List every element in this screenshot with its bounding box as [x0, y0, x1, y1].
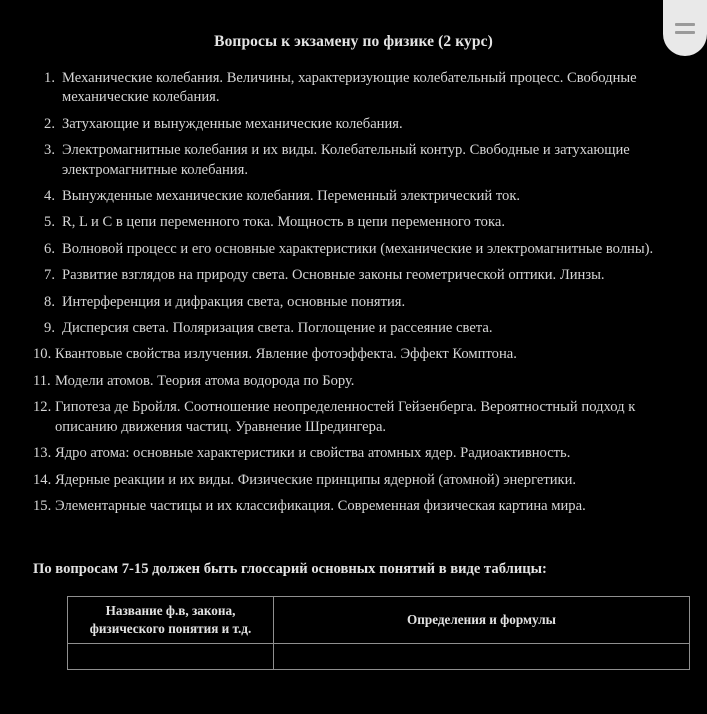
question-item: [33, 240, 687, 259]
glossary-cell-name[interactable]: [68, 644, 274, 670]
question-number: 9.: [44, 320, 55, 337]
question-number: 1.: [44, 70, 55, 86]
question-item: [33, 69, 687, 108]
question-item: [33, 497, 687, 516]
question-item: [33, 266, 687, 285]
question-text: Вынужденные механические колебания. Переменный электрический ток.: [62, 188, 521, 205]
question-number: 10.: [33, 346, 52, 363]
question-number: 14.: [33, 471, 52, 488]
hamburger-menu-button[interactable]: [663, 0, 707, 56]
question-number: 12.: [33, 399, 52, 416]
question-text: Дисперсия света. Поляризация света. Поглощение и рассеяние света.: [62, 320, 493, 337]
question-item: [33, 115, 687, 134]
question-text: Элементарные частицы и их классификация. Современная физическая картина мира.: [55, 497, 586, 514]
question-text: Ядерные реакции и их виды. Физические принципы ядерной (атомной) энергетики.: [55, 471, 577, 488]
hamburger-menu-icon-bar-bottom: [675, 31, 695, 34]
glossary-table-header-row: [68, 597, 690, 644]
question-item: [33, 345, 687, 364]
question-item: [33, 319, 687, 338]
question-item: [33, 141, 687, 180]
glossary-header-name: Название ф.в, закона, физического понятия и т.д.: [68, 597, 274, 644]
question-number: 5.: [44, 214, 55, 231]
question-number: 7.: [44, 267, 55, 284]
question-text: Квантовые свойства излучения. Явление фотоэффекта. Эффект Комптона.: [55, 346, 517, 363]
question-number: 13.: [33, 445, 52, 462]
hamburger-menu-icon-bar-top: [675, 23, 695, 26]
question-text: Интерференция и дифракция света, основные понятия.: [62, 293, 406, 310]
glossary-note: По вопросам 7-15 должен быть глоссарий основных понятий в виде таблицы:: [33, 561, 547, 577]
question-list: [33, 69, 687, 523]
question-number: 15.: [33, 497, 52, 514]
question-text: Гипотеза де Бройля. Соотношение неопределенностей Гейзенберга. Вероятностный подход к описанию движения частиц. Уравнение Шредингера.: [55, 399, 636, 435]
question-text: Электромагнитные колебания и их виды. Колебательный контур. Свободные и затухающие электромагнитные колебания.: [62, 142, 630, 178]
question-number: 8.: [44, 293, 55, 310]
question-text: Ядро атома: основные характеристики и свойства атомных ядер. Радиоактивность.: [55, 445, 571, 462]
question-item: [33, 213, 687, 232]
question-item: [33, 372, 687, 391]
question-number: 3.: [44, 142, 55, 159]
page-title: Вопросы к экзамену по физике (2 курс): [214, 33, 493, 50]
question-number: 4.: [44, 188, 55, 205]
question-number: 11.: [33, 372, 51, 389]
table-row: [68, 644, 690, 670]
question-text: Развитие взглядов на природу света. Основные законы геометрической оптики. Линзы.: [62, 267, 605, 284]
question-text: Модели атомов. Теория атома водорода по Бору.: [55, 372, 355, 389]
question-text: Затухающие и вынужденные механические колебания.: [62, 115, 403, 132]
question-item: [33, 471, 687, 490]
question-number: 6.: [44, 240, 55, 257]
question-item: [33, 398, 687, 437]
question-number: 2.: [44, 115, 55, 132]
glossary-table: [67, 596, 690, 670]
glossary-cell-definition[interactable]: [274, 644, 690, 670]
question-item: [33, 293, 687, 312]
question-item: [33, 187, 687, 206]
question-text: R, L и C в цепи переменного тока. Мощность в цепи переменного тока.: [62, 214, 505, 231]
glossary-header-definitions: Определения и формулы: [274, 597, 690, 644]
question-text: Механические колебания. Величины, характеризующие колебательный процесс. Свободные механические колебания.: [62, 70, 637, 106]
question-text: Волновой процесс и его основные характеристики (механические и электромагнитные волны).: [62, 240, 654, 257]
question-item: [33, 444, 687, 463]
glossary-table-head: [68, 597, 690, 644]
glossary-table-body: [68, 644, 690, 670]
